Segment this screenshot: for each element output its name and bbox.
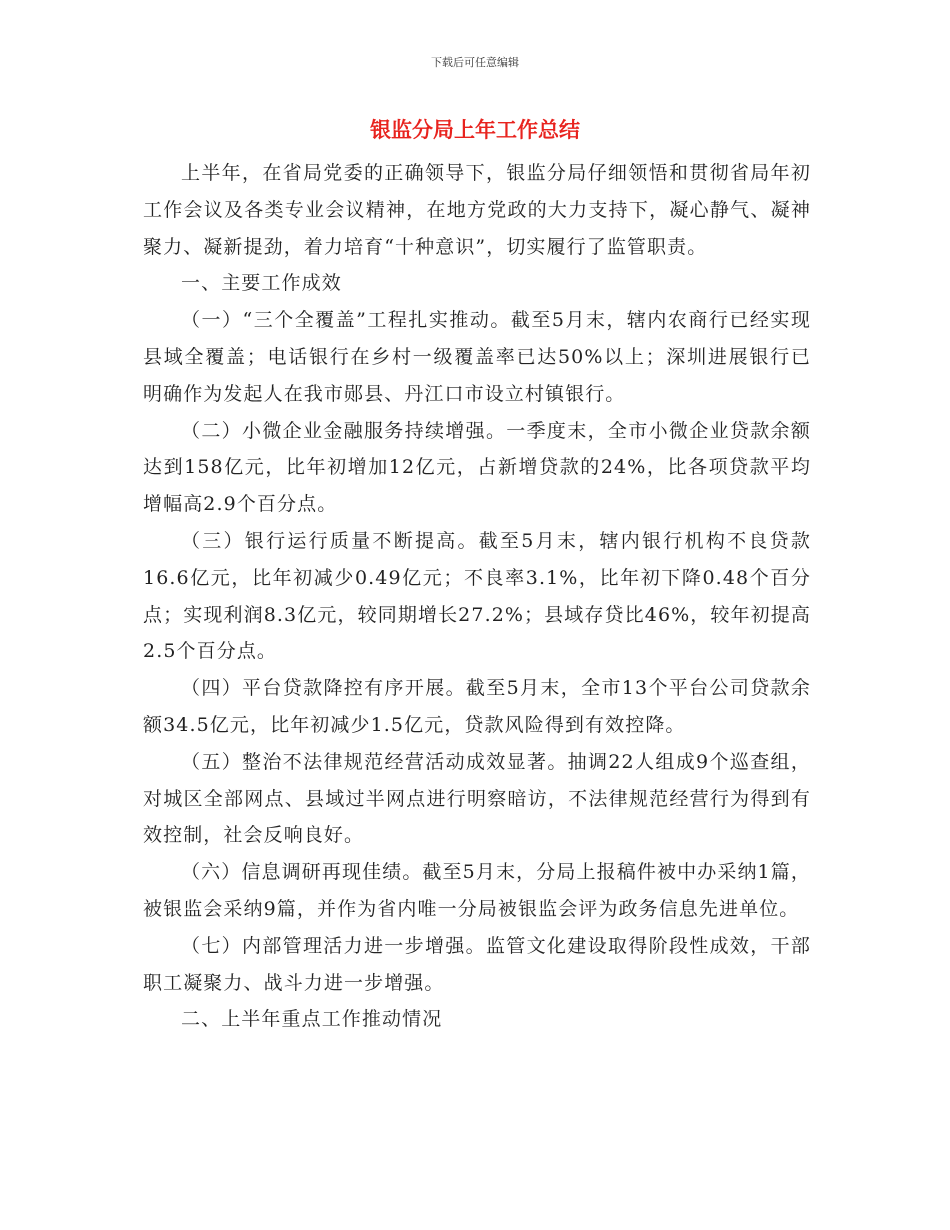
section-heading-1: 一、主要工作成效 <box>181 272 342 295</box>
document-title: 银监分局上年工作总结 <box>370 118 580 142</box>
item-paragraph-7: （七）内部管理活力进一步增强。监管文化建设取得阶段性成效，干部职工凝聚力、战斗力进一步增强。 <box>143 934 811 994</box>
item-paragraph-3: （三）银行运行质量不断提高。截至5月末，辖内银行机构不良贷款16.6亿元，比年初减少0.49亿元；不良率3.1%，比年初下降0.48个百分点；实现利润8.3亿元，较同期增长27.2%；县域存贷比46%，较年初提高2.5个百分点。 <box>143 529 811 663</box>
item-paragraph-6: （六）信息调研再现佳绩。截至5月末，分局上报稿件被中办采纳1篇，被银监会采纳9篇，并作为省内唯一分局被银监会评为政务信息先进单位。 <box>143 861 811 920</box>
document-body <box>143 155 811 1038</box>
item-paragraph-2: （二）小微企业金融服务持续增强。一季度末，全市小微企业贷款余额达到158亿元，比年初增加12亿元，占新增贷款的24%，比各项贷款平均增幅高2.9个百分点。 <box>143 419 811 516</box>
page-header-note: 下载后可任意编辑 <box>431 56 519 69</box>
item-paragraph-5: （五）整治不法律规范经营活动成效显著。抽调22人组成9个巡查组，对城区全部网点、县域过半网点进行明察暗访，不法律规范经营行为得到有效控制，社会反响良好。 <box>143 750 811 847</box>
intro-paragraph: 上半年，在省局党委的正确领导下，银监分局仔细领悟和贯彻省局年初工作会议及各类专业会议精神，在地方党政的大力支持下，凝心静气、凝神聚力、凝新提劲，着力培育“十种意识”，切实履行了监管职责。 <box>143 162 811 258</box>
section-heading-2: 二、上半年重点工作推动情况 <box>181 1008 443 1031</box>
item-paragraph-1: （一）“三个全覆盖”工程扎实推动。截至5月末，辖内农商行已经实现县域全覆盖；电话银行在乡村一级覆盖率已达50%以上；深圳进展银行已明确作为发起人在我市郧县、丹江口市设立村镇银行。 <box>143 309 811 405</box>
item-paragraph-4: （四）平台贷款降控有序开展。截至5月末，全市13个平台公司贷款余额34.5亿元，比年初减少1.5亿元，贷款风险得到有效控降。 <box>143 677 811 736</box>
